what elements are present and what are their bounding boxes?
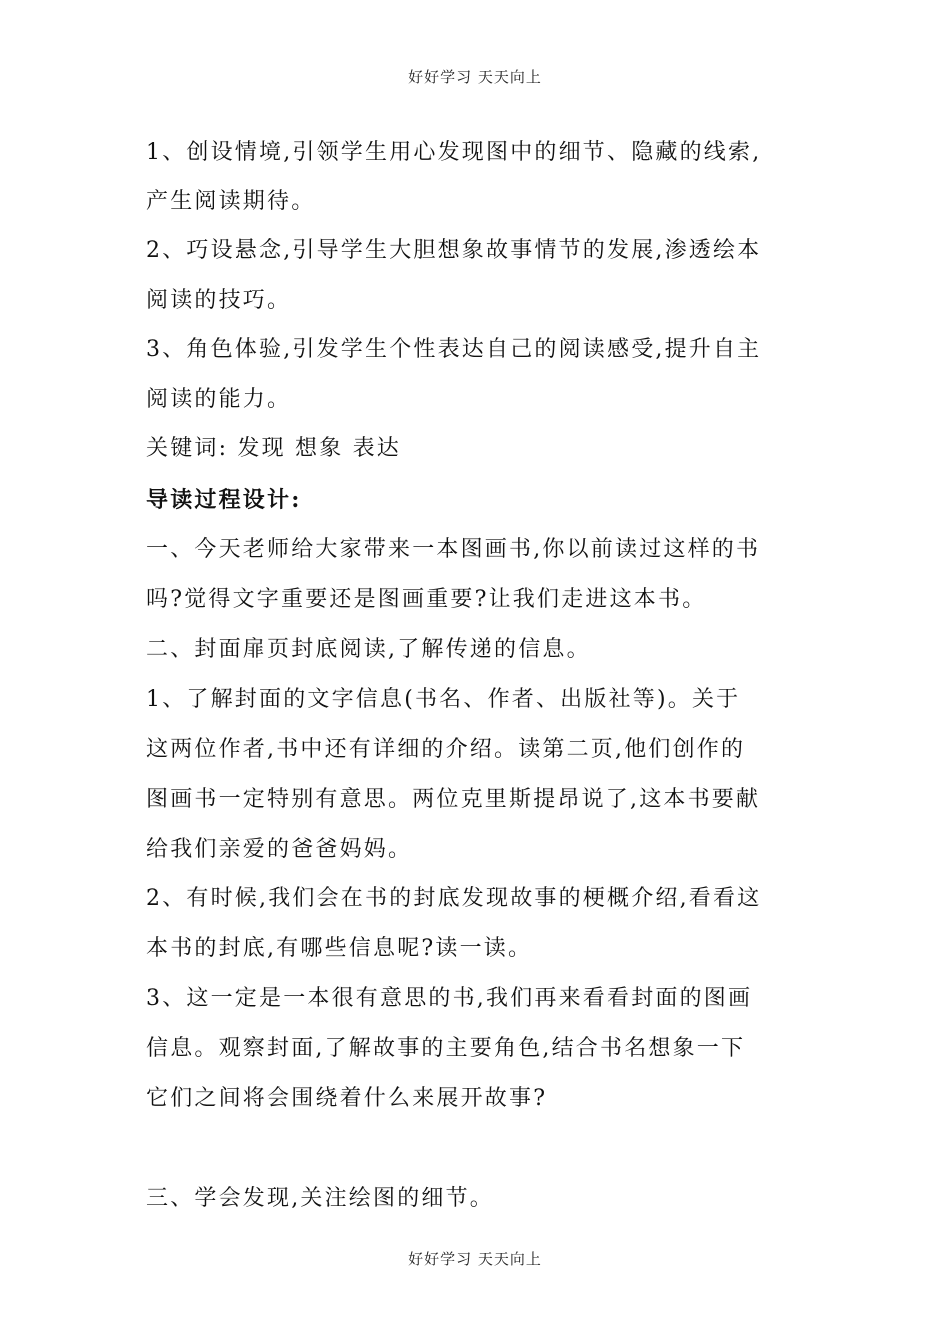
objective-3-line-1: 3、角色体验,引发学生个性表达自己的阅读感受,提升自主	[146, 337, 762, 362]
step-2-item-2-line-1: 2、有时候,我们会在书的封底发现故事的梗概介绍,看看这	[146, 886, 762, 911]
objective-1-line-1: 1、创设情境,引领学生用心发现图中的细节、隐藏的线索,	[146, 140, 762, 165]
step-1-line-2: 吗?觉得文字重要还是图画重要?让我们走进这本书。	[146, 587, 707, 612]
objective-3-line-2: 阅读的能力。	[146, 387, 292, 412]
step-2-item-3-line-2: 信息。观察封面,了解故事的主要角色,结合书名想象一下	[146, 1036, 746, 1061]
objective-1-line-2: 产生阅读期待。	[146, 189, 316, 214]
section-heading: 导读过程设计:	[146, 487, 302, 513]
page-footer: 好好学习 天天向上	[408, 1250, 542, 1268]
objective-2-line-1: 2、巧设悬念,引导学生大胆想象故事情节的发展,渗透绘本	[146, 238, 762, 263]
keywords-line: 关键词: 发现 想象 表达	[146, 436, 401, 461]
page-header: 好好学习 天天向上	[408, 68, 542, 86]
step-2-item-1-line-1: 1、了解封面的文字信息(书名、作者、出版社等)。关于	[146, 687, 741, 712]
step-2-item-3-line-3: 它们之间将会围绕着什么来展开故事?	[146, 1086, 548, 1111]
step-2-heading: 二、封面扉页封底阅读,了解传递的信息。	[146, 637, 591, 662]
step-2-item-3-line-1: 3、这一定是一本很有意思的书,我们再来看看封面的图画	[146, 986, 753, 1011]
step-2-item-2-line-2: 本书的封底,有哪些信息呢?读一读。	[146, 936, 533, 961]
step-1-line-1: 一、今天老师给大家带来一本图画书,你以前读过这样的书	[146, 537, 761, 562]
step-3-heading: 三、学会发现,关注绘图的细节。	[146, 1186, 494, 1211]
objective-2-line-2: 阅读的技巧。	[146, 288, 292, 313]
step-2-item-1-line-4: 给我们亲爱的爸爸妈妈。	[146, 837, 413, 862]
step-2-item-1-line-2: 这两位作者,书中还有详细的介绍。读第二页,他们创作的	[146, 737, 746, 762]
step-2-item-1-line-3: 图画书一定特别有意思。两位克里斯提昂说了,这本书要献	[146, 787, 761, 812]
